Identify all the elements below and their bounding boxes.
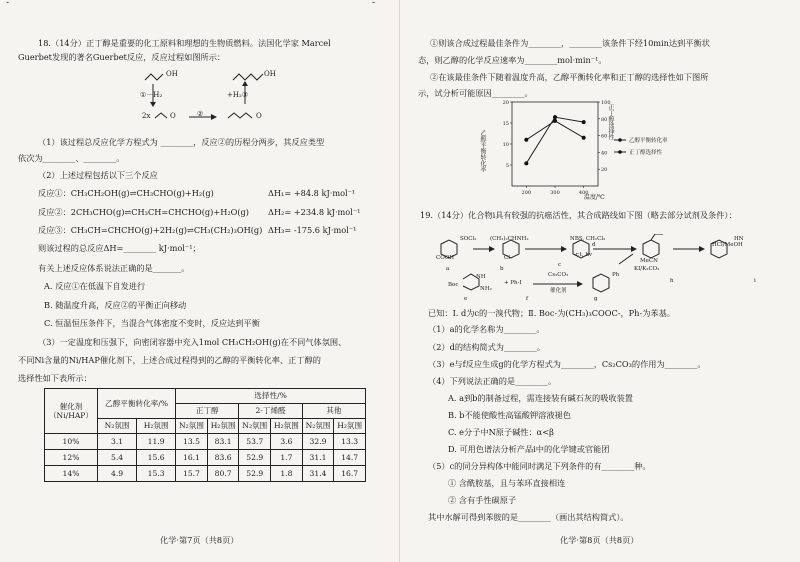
table-cell: 14.7 bbox=[334, 450, 366, 466]
reaction-1-dh: ΔH₁= +84.8 kJ·mol⁻¹ bbox=[268, 188, 356, 198]
q18-intro: Guerbet发现的著名Guerbet反应，反应过程如图所示： bbox=[18, 52, 226, 62]
right-tick-label: 40 bbox=[601, 150, 608, 157]
table-cell: 4.9 bbox=[98, 466, 137, 482]
q19-known: 已知：Ⅰ. d为c的一溴代物；Ⅱ. Boc-为(CH₃)₃COOC-，Ph-为苯基。 bbox=[428, 308, 675, 318]
scheme-reagent: 催化剂 bbox=[550, 288, 567, 294]
page-footer: 化学·第8页（共8页） bbox=[560, 535, 639, 545]
scheme-label: h bbox=[670, 278, 674, 284]
scheme-group: Boc bbox=[448, 282, 459, 288]
x-tick-label: 200 bbox=[521, 190, 532, 196]
series-line-0 bbox=[526, 121, 583, 140]
q19-sub5b: 其中水解可得到苯胺的是________（画出其结构简式）。 bbox=[428, 512, 629, 522]
table-cell: 14% bbox=[45, 466, 98, 482]
table-cell: 16.1 bbox=[176, 450, 208, 466]
scheme-reagent: + Ph-I bbox=[504, 280, 522, 286]
scheme-label: d bbox=[592, 242, 596, 248]
left-tick-label: 15 bbox=[502, 121, 509, 127]
table-row bbox=[45, 450, 366, 466]
table-atm: N₂氛围 bbox=[302, 419, 334, 434]
q19-intro: 19.（14分）化合物i具有较强的抗癌活性，其合成路线如下图（略去部分试剂及条件）： bbox=[420, 210, 737, 220]
table-cell: 13.5 bbox=[176, 434, 208, 450]
table-atm: H₂氛围 bbox=[271, 419, 303, 434]
option-b: B. 随温度升高，反应②的平衡正向移动 bbox=[44, 300, 187, 310]
scheme-reagent: (CH₃)₂CHNH₂ bbox=[490, 236, 529, 242]
table-header-conversion: 乙醇平衡转化率/% bbox=[98, 389, 176, 419]
q19-sub5: （5）c的同分异构体中能同时满足下列条件的有________种。 bbox=[428, 461, 651, 471]
table-cell: 5.4 bbox=[98, 450, 137, 466]
scheme-reagent: HCl/MeOH bbox=[712, 242, 743, 248]
q18-part3: （3）一定温度和压强下，向密闭容器中充入1mol CH₃CH₂OH(g)在不同气体氛围、 bbox=[38, 337, 347, 347]
table-cell: 15.7 bbox=[176, 466, 208, 482]
q18-part3-2b: 示，试分析可能原因________。 bbox=[418, 88, 533, 98]
table-row bbox=[45, 466, 366, 482]
scheme-group: NH₂ bbox=[480, 286, 492, 292]
left-tick-label: 5 bbox=[505, 163, 509, 169]
table-cell: 16.7 bbox=[334, 466, 366, 482]
legend-label: 乙醇平衡转化率 bbox=[629, 138, 668, 144]
table-atm: N₂氛围 bbox=[239, 419, 271, 434]
series-point-0 bbox=[582, 136, 586, 140]
table-cell: 12% bbox=[45, 450, 98, 466]
option-c: C. 恒温恒压条件下，当混合气体密度不变时，反应达到平衡 bbox=[44, 318, 260, 328]
table-subheader: 正丁醇 bbox=[176, 404, 239, 419]
q19-cond1: ① 含酰胺基，且与苯环直接相连 bbox=[448, 478, 566, 488]
page-footer: 化学·第7页（共8页） bbox=[160, 535, 239, 545]
q19-option-a: A. a到b的制备过程，需连接装有碱石灰的吸收装置 bbox=[448, 393, 633, 403]
which-correct: 有关上述反应体系说法正确的是_______。 bbox=[38, 263, 190, 273]
q19-option-d: D. 可用色谱法分析产品i中的化学键或官能团 bbox=[448, 444, 610, 454]
chart-right-axis-label: 正丁醇选择性 bbox=[607, 104, 614, 140]
scheme-label: f bbox=[526, 296, 529, 302]
table-cell: 31.4 bbox=[302, 466, 334, 482]
series-line-1 bbox=[526, 117, 583, 163]
q18-part3-1b: 态，则乙醇的化学反应速率为________mol·min⁻¹。 bbox=[418, 55, 607, 65]
series-point-1 bbox=[553, 115, 557, 119]
q19-sub1: （1）a的化学名称为________。 bbox=[428, 324, 545, 334]
left-tick-label: 10 bbox=[502, 142, 509, 148]
chart-frame bbox=[512, 102, 598, 186]
q18-part2: （2）上述过程包括以下三个反应 bbox=[38, 170, 158, 180]
table-cell: 3.1 bbox=[98, 434, 137, 450]
reaction-2-dh: ΔH₂= +234.8 kJ·mol⁻¹ bbox=[268, 207, 361, 217]
diagram-step1: ①－H₂ bbox=[140, 91, 163, 99]
q18-part1b: 依次为________、________。 bbox=[18, 153, 125, 163]
table-subheader: 2-丁烯醛 bbox=[239, 404, 302, 419]
table-atm: H₂氛围 bbox=[207, 419, 239, 434]
table-row bbox=[45, 434, 366, 450]
scheme-group: HN bbox=[734, 236, 744, 242]
table-header-catalyst: 催化剂（Ni/HAP） bbox=[45, 389, 98, 434]
table-cell: 10% bbox=[45, 434, 98, 450]
option-a: A. 反应①在低温下自发进行 bbox=[44, 281, 146, 291]
q18-part3: 不同Ni含量的Ni/HAP催化剂下，上述合成过程得到的乙醇的平衡转化率、正丁醇的 bbox=[18, 355, 321, 365]
table-cell: 32.9 bbox=[302, 434, 334, 450]
right-tick-label: 80 bbox=[601, 116, 608, 123]
scheme-label: a bbox=[446, 266, 450, 272]
scheme-reagent: SOCl₂ bbox=[460, 236, 477, 242]
q19-cond2: ② 含有手性碳原子 bbox=[448, 495, 517, 505]
q18-part3-1: ①则该合成过程最佳条件为________，________该条件下经10min达到平衡状 bbox=[430, 38, 710, 48]
legend-label: 正丁醇选择性 bbox=[629, 150, 663, 156]
corner-mark: - bbox=[372, 0, 376, 8]
chart-x-unit: 温度/℃ bbox=[584, 194, 605, 201]
table-cell: 11.9 bbox=[137, 434, 176, 450]
total-dh: 则该过程的总反应ΔH=________ kJ·mol⁻¹； bbox=[38, 243, 201, 253]
table-cell: 1.8 bbox=[271, 466, 303, 482]
table-cell: 15.3 bbox=[137, 466, 176, 482]
left-tick-label: 20 bbox=[502, 100, 509, 106]
right-tick-label: 100 bbox=[601, 100, 611, 106]
table-cell: 53.7 bbox=[239, 434, 271, 450]
table-cell: 15.6 bbox=[137, 450, 176, 466]
diagram-oh-right: OH bbox=[264, 70, 276, 78]
scheme-group: NH bbox=[476, 274, 486, 280]
series-point-1 bbox=[524, 161, 528, 165]
diagram-oh-left: OH bbox=[166, 70, 178, 78]
table-cell: 80.7 bbox=[207, 466, 239, 482]
right-tick-label: 20 bbox=[601, 167, 608, 174]
table-atm: N₂氛围 bbox=[176, 419, 208, 434]
corner-mark: - bbox=[6, 0, 10, 8]
table-subheader: 其他 bbox=[302, 404, 365, 419]
q19-option-c: C. e分子中N原子碱性：α<β bbox=[448, 427, 554, 437]
reaction-3-dh: ΔH₃= -175.6 kJ·mol⁻¹ bbox=[268, 225, 357, 235]
table-cell: 83.1 bbox=[207, 434, 239, 450]
diagram-step2: ② bbox=[197, 110, 204, 118]
right-tick-label: 60 bbox=[601, 133, 608, 140]
scheme-group: COOH bbox=[436, 255, 455, 261]
reaction-1: 反应①：CH₃CH₂OH(g)⇌CH₃CHO(g)+H₂(g) bbox=[38, 188, 214, 198]
table-header-selectivity: 选择性/% bbox=[176, 389, 366, 404]
q19-sub3: （3）e与f反应生成g的化学方程式为________，Cs₂CO₃的作用为________。 bbox=[428, 359, 706, 369]
table-cell: 83.6 bbox=[207, 450, 239, 466]
scheme-reagent: NBS, CH₂Cl₂ bbox=[570, 236, 606, 242]
scheme-label: c bbox=[558, 262, 562, 268]
table-cell: 31.1 bbox=[302, 450, 334, 466]
table-atm: H₂氛围 bbox=[334, 419, 366, 434]
table-cell: 13.3 bbox=[334, 434, 366, 450]
reaction-2: 反应②：2CH₃CHO(g)⇌CH₃CH=CHCHO(g)+H₂O(g) bbox=[38, 207, 249, 217]
table-cell: 3.6 bbox=[271, 434, 303, 450]
scheme-reagent: -r.t, hv bbox=[574, 252, 592, 258]
q18-part3-2: ②在该最佳条件下随着温度升高，乙醇平衡转化率和正丁醇的选择性如下图所 bbox=[430, 72, 709, 82]
scheme-label: i bbox=[754, 278, 756, 284]
scheme-label: e bbox=[464, 296, 468, 302]
conversion-selectivity-chart bbox=[488, 94, 688, 204]
q19-option-b: B. b不能使酸性高锰酸钾溶液褪色 bbox=[448, 410, 571, 420]
diagram-o-right: O bbox=[256, 112, 262, 120]
legend-marker bbox=[618, 150, 622, 154]
x-tick-label: 300 bbox=[550, 190, 560, 196]
x-tick-label: 400 bbox=[578, 190, 589, 196]
chart-left-axis-label: 乙醇平衡转化率 bbox=[479, 130, 486, 172]
table-atm: H₂氛围 bbox=[137, 419, 176, 434]
series-point-1 bbox=[582, 120, 586, 124]
table-cell: 52.9 bbox=[239, 450, 271, 466]
table-atm: N₂氛围 bbox=[98, 419, 137, 434]
q18-part1: （1）该过程总反应化学方程式为 ________，反应②的历程分两步，其反应类型 bbox=[38, 137, 325, 147]
reaction-3: 反应③：CH₃CH=CHCHO(g)+2H₂(g)⇌CH₃(CH₂)₃OH(g) bbox=[38, 225, 263, 235]
diagram-2x: 2x bbox=[142, 112, 151, 120]
q18-intro: 18.（14分）正丁醇是重要的化工原料和理想的生物质燃料。法国化学家 Marcel bbox=[38, 38, 331, 48]
selectivity-table bbox=[44, 388, 366, 482]
q18-part3: 选择性如下表所示： bbox=[18, 373, 92, 383]
diagram-o-left: O bbox=[170, 112, 176, 120]
legend-marker bbox=[618, 138, 622, 142]
scheme-label: b bbox=[500, 266, 504, 272]
scheme-group: Ph bbox=[612, 272, 620, 278]
scheme-label: g bbox=[594, 296, 598, 302]
scheme-reagent: KI/K₂CO₃ bbox=[634, 266, 660, 272]
table-cell: 52.9 bbox=[239, 466, 271, 482]
diagram-step3: +H₂③ bbox=[227, 91, 249, 99]
series-point-0 bbox=[524, 138, 528, 142]
scheme-reagent: MeCN bbox=[640, 258, 658, 264]
scheme-reagent: Cs₂CO₃ bbox=[548, 272, 569, 278]
table-cell: 1.7 bbox=[271, 450, 303, 466]
scheme-group: Cl bbox=[504, 255, 510, 261]
q19-sub4: （4）下列说法正确的是________。 bbox=[428, 376, 557, 386]
q19-sub2: （2）d的结构简式为________。 bbox=[428, 342, 545, 352]
